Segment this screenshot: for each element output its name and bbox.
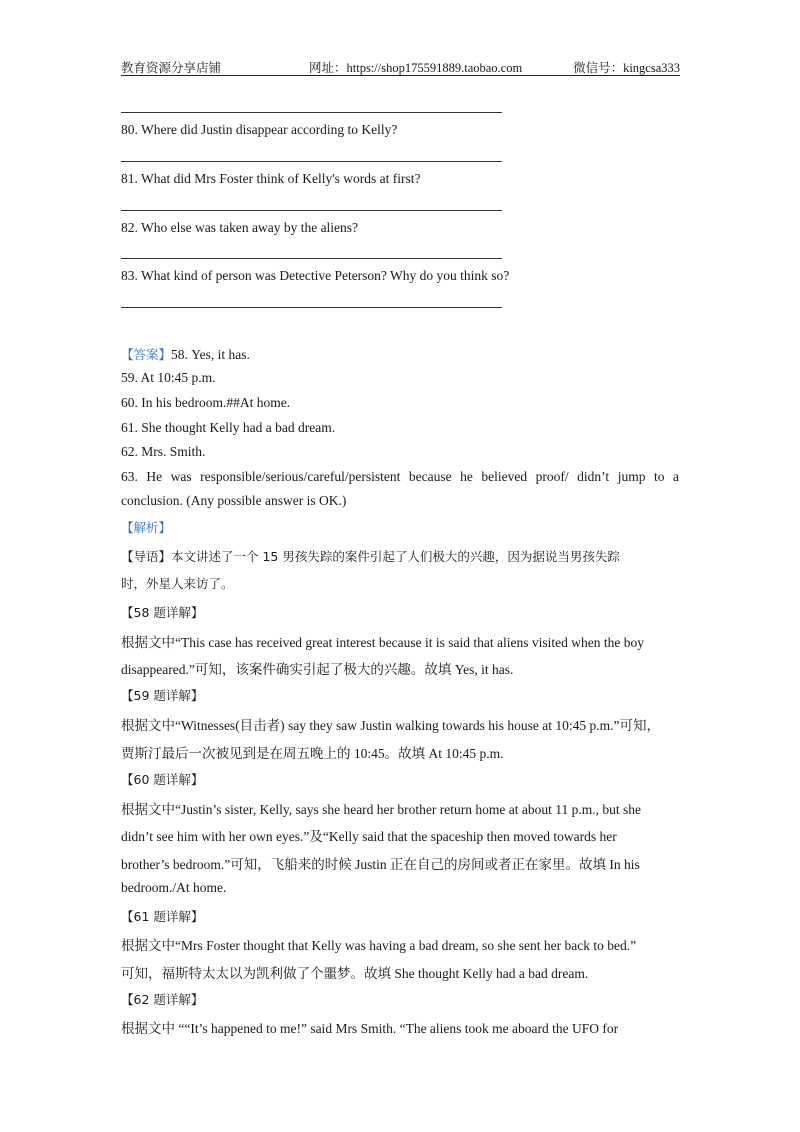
section-58-line1: 根据文中“This case has received great interest because it is said that aliens visited when the boy	[121, 635, 644, 650]
section-60-line3: brother’s bedroom.”可知，飞船来的时候 Justin 正在自己的房间或者正在家里。故填 In his	[121, 857, 640, 872]
answer-63-line1: 63. He was responsible/serious/careful/persistent because he believed proof/ didn’t jump to a	[121, 469, 679, 484]
analysis-tag	[121, 518, 171, 536]
section-60-line4: bedroom./At home.	[121, 880, 227, 895]
answer-61: 61. She thought Kelly had a bad dream.	[121, 420, 336, 435]
intro-line2-text: 时，外星人来访了。	[121, 576, 234, 591]
intro-line2	[121, 574, 681, 592]
answer-blank-83	[121, 307, 502, 308]
page-header	[121, 58, 680, 76]
section-59-line1: 根据文中“Witnesses(目击者) say they saw Justin walking towards his house at 10:45 p.m.”可知，	[121, 718, 661, 733]
question-83: 83. What kind of person was Detective Peterson? Why do you think so?	[121, 268, 510, 283]
answer-blank-82	[121, 258, 502, 259]
header-website: 网址：https://shop175591889.taobao.com	[309, 61, 523, 75]
section-59-heading-text: 【59 题详解】	[121, 688, 204, 703]
section-62-heading-text: 【62 题详解】	[121, 992, 204, 1007]
section-60-heading-text: 【60 题详解】	[121, 772, 204, 787]
answer-tag: 【答案】	[121, 347, 172, 362]
intro-line1-text: 【导语】本文讲述了一个 15 男孩失踪的案件引起了人们极大的兴趣，因为据说当男孩失踪	[121, 549, 620, 564]
section-59-line2: 贾斯汀最后一次被见到是在周五晚上的 10:45。故填 At 10:45 p.m.	[121, 746, 504, 761]
question-80: 80. Where did Justin disappear according to Kelly?	[121, 122, 398, 137]
answer-blank-79	[121, 112, 502, 113]
section-60-line2: didn’t see him with her own eyes.”及“Kelly said that the spaceship then moved towards her	[121, 829, 617, 844]
question-82: 82. Who else was taken away by the aliens?	[121, 220, 359, 235]
section-62-line1: 根据文中 ““It’s happened to me!” said Mrs Smith. “The aliens took me aboard the UFO for	[121, 1021, 619, 1036]
header-wechat: 微信号：kingcsa333	[573, 61, 680, 75]
answer-blank-80	[121, 161, 502, 162]
section-61-heading-text: 【61 题详解】	[121, 909, 204, 924]
section-62-heading	[121, 990, 203, 1008]
section-58-line2: disappeared.”可知，该案件确实引起了极大的兴趣。故填 Yes, it has.	[121, 662, 514, 677]
answer-58	[121, 345, 250, 363]
section-58-heading-text: 【58 题详解】	[121, 605, 204, 620]
section-61-line2: 可知，福斯特太太以为凯利做了个噩梦。故填 She thought Kelly had a bad dream.	[121, 966, 589, 981]
section-59-heading	[121, 686, 203, 704]
section-60-heading	[121, 770, 203, 788]
answer-63-line2: conclusion. (Any possible answer is OK.)	[121, 493, 347, 508]
header-shop-name: 教育资源分享店铺	[121, 61, 222, 75]
section-61-line1: 根据文中“Mrs Foster thought that Kelly was having a bad dream, so she sent her back to bed.”	[121, 938, 637, 953]
intro-line1	[121, 547, 681, 565]
answer-blank-81	[121, 210, 502, 211]
analysis-label: 【解析】	[121, 520, 172, 535]
section-60-line1: 根据文中“Justin’s sister, Kelly, says she heard her brother return home at about 11 p.m., but she	[121, 802, 641, 817]
answer-59: 59. At 10:45 p.m.	[121, 370, 216, 385]
section-61-heading	[121, 907, 203, 925]
answer-60: 60. In his bedroom.##At home.	[121, 395, 291, 410]
section-58-heading	[121, 603, 203, 621]
answer-58-text: 58. Yes, it has.	[171, 347, 250, 362]
question-81: 81. What did Mrs Foster think of Kelly's words at first?	[121, 171, 421, 186]
answer-62: 62. Mrs. Smith.	[121, 444, 206, 459]
